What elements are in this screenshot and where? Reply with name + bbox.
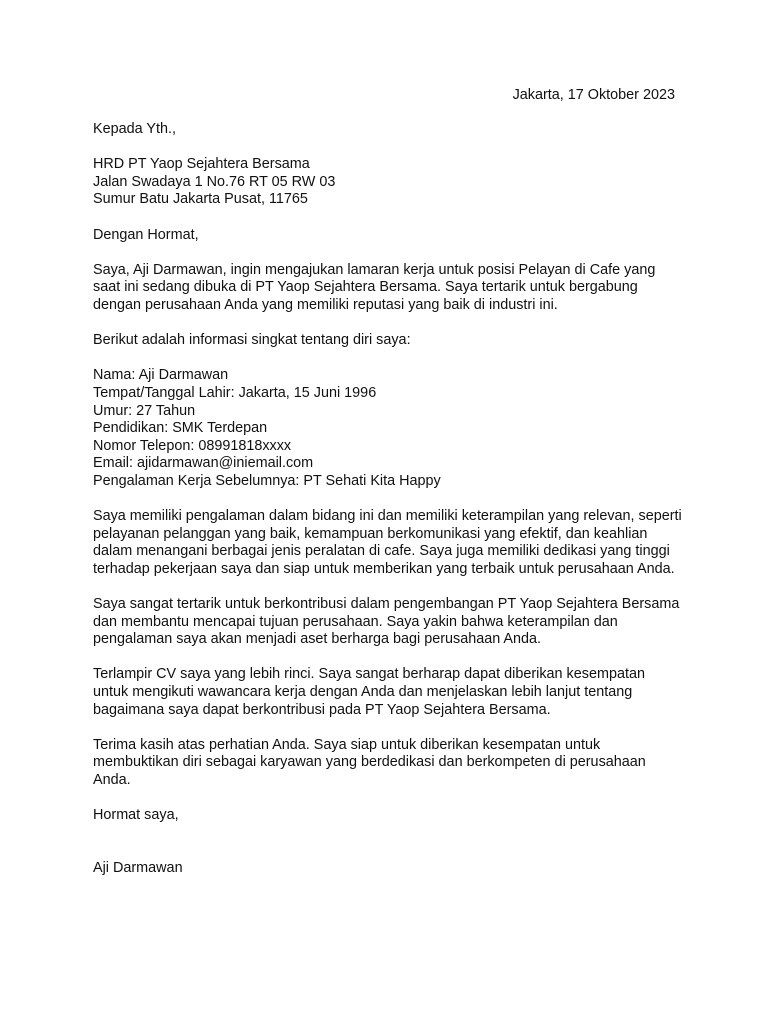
paragraph-line: Anda. <box>93 771 131 788</box>
greeting-to <box>93 121 678 139</box>
personal-info-email: Email: ajidarmawan@iniemail.com <box>93 455 314 472</box>
paragraph-line: saat ini sedang dibuka di PT Yaop Sejahtera Bersama. Saya tertarik untuk bergabung <box>93 279 638 296</box>
paragraph-line: Saya sangat tertarik untuk berkontribusi dalam pengembangan PT Yaop Sejahtera Bersama <box>93 596 680 613</box>
paragraph-line: terhadap pekerjaan saya dan siap untuk memberikan yang terbaik untuk perusahaan Anda. <box>93 560 675 577</box>
paragraph-line: untuk mengikuti wawancara kerja dengan Anda dan menjelaskan lebih lanjut tentang <box>93 684 633 700</box>
paragraph-line: pelayanan pelanggan yang baik, kemampuan berkomunikasi yang efektif, dan keahlian <box>93 525 648 542</box>
info-lead <box>93 332 678 350</box>
signature-space <box>93 842 678 860</box>
personal-info-experience: Pengalaman Kerja Sebelumnya: PT Sehati Kita Happy <box>93 472 441 489</box>
recipient-address <box>93 156 678 209</box>
paragraph-line: dengan perusahaan Anda yang memiliki reputasi yang baik di industri ini. <box>93 296 558 313</box>
salutation-line: Dengan Hormat, <box>93 226 199 243</box>
closing-line: Hormat saya, <box>93 807 179 824</box>
recipient-line: Sumur Batu Jakarta Pusat, 11765 <box>93 191 308 208</box>
personal-info-name: Nama: Aji Darmawan <box>93 367 229 384</box>
paragraph-line: pengalaman saya akan menjadi aset berharga bagi perusahaan Anda. <box>93 631 542 648</box>
paragraph-line: Terlampir CV saya yang lebih rinci. Saya sangat berharap dapat diberikan kesempatan <box>93 666 645 683</box>
salutation <box>93 227 678 245</box>
paragraph-line: membuktikan diri sebagai karyawan yang berdedikasi dan berkompeten di perusahaan <box>93 754 646 771</box>
personal-info-phone: Nomor Telepon: 08991818xxxx <box>93 437 292 454</box>
paragraph-line: Saya, Aji Darmawan, ingin mengajukan lamaran kerja untuk posisi Pelayan di Cafe yang <box>93 261 656 278</box>
interest-paragraph <box>93 596 678 649</box>
recipient-line: Jalan Swadaya 1 No.76 RT 05 RW 03 <box>93 173 336 190</box>
personal-info-birth: Tempat/Tanggal Lahir: Jakarta, 15 Juni 1996 <box>93 384 377 401</box>
closing <box>93 807 678 825</box>
signature-name: Aji Darmawan <box>93 859 183 876</box>
paragraph-line: Saya memiliki pengalaman dalam bidang ini dan memiliki keterampilan yang relevan, seperti <box>93 508 682 525</box>
experience-paragraph <box>93 508 682 578</box>
letter-body <box>93 121 682 895</box>
personal-info-education: Pendidikan: SMK Terdepan <box>93 420 268 437</box>
thanks-paragraph <box>93 737 678 790</box>
letter-date: Jakarta, 17 Oktober 2023 <box>512 87 675 103</box>
paragraph-line: dalam menangani berbagai jenis peralatan di cafe. Saya juga memiliki dedikasi yang tinggi <box>93 543 670 560</box>
paragraph-line: Terima kasih atas perhatian Anda. Saya siap untuk diberikan kesempatan untuk <box>93 736 601 753</box>
signature <box>93 860 678 878</box>
info-lead-line: Berikut adalah informasi singkat tentang diri saya: <box>93 332 411 349</box>
recipient-line: HRD PT Yaop Sejahtera Bersama <box>93 156 310 173</box>
paragraph-line: dan membantu mencapai tujuan perusahaan. Saya yakin bahwa keterampilan dan <box>93 613 618 630</box>
greeting-to-line: Kepada Yth., <box>93 121 176 137</box>
paragraph-line: bagaimana saya dapat berkontribusi pada PT Yaop Sejahtera Bersama. <box>93 701 551 718</box>
intro-paragraph <box>93 262 678 315</box>
personal-info-list <box>93 367 678 490</box>
personal-info-age: Umur: 27 Tahun <box>93 402 196 419</box>
attachment-paragraph <box>93 666 678 719</box>
